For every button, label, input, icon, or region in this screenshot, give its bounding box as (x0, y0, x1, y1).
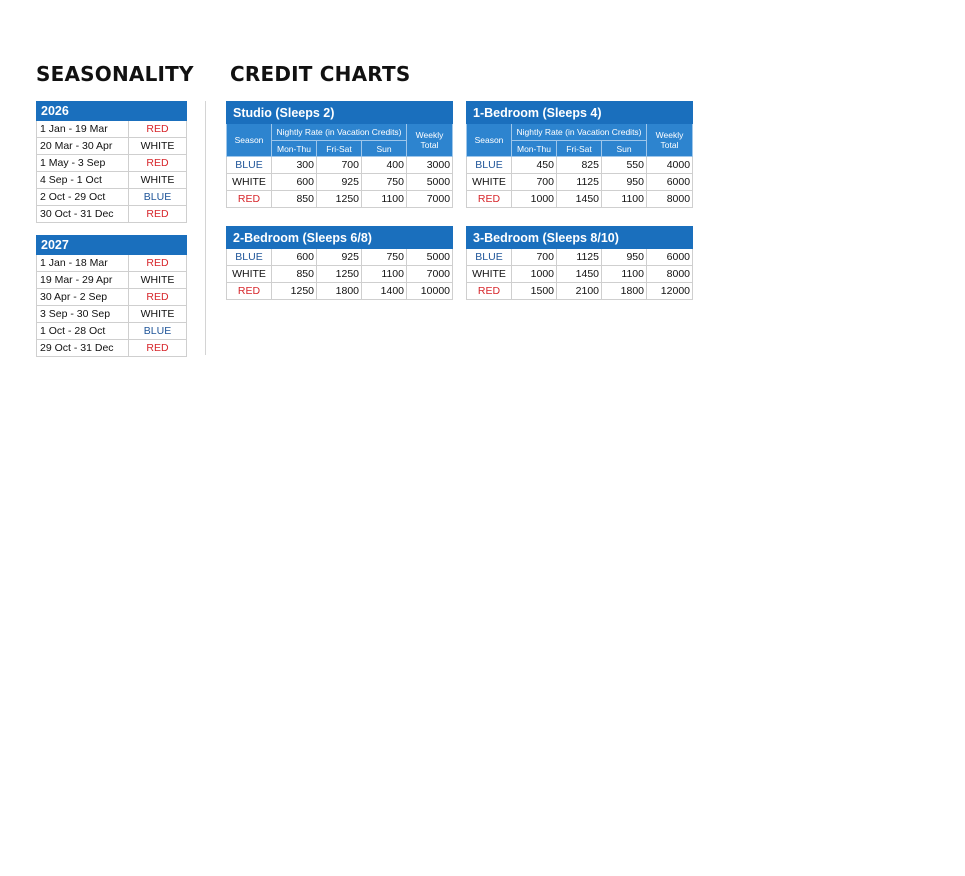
season-label: WHITE (467, 174, 512, 191)
season-row (37, 340, 187, 357)
mon-thu-value: 700 (512, 249, 557, 266)
season-row (37, 155, 187, 172)
sun-value: 1100 (362, 266, 407, 283)
date-range: 4 Sep - 1 Oct (37, 172, 129, 189)
rate-row (227, 157, 453, 174)
season-label: RED (129, 155, 187, 172)
sun-value: 1800 (602, 283, 647, 300)
weekly-total-value: 8000 (647, 191, 693, 208)
credit-table-1-bedroom (466, 101, 693, 208)
date-range: 19 Mar - 29 Apr (37, 272, 129, 289)
weekly-total-value: 5000 (407, 174, 453, 191)
season-label: RED (467, 283, 512, 300)
season-label: BLUE (129, 189, 187, 206)
sun-header: Sun (362, 141, 407, 157)
season-label: WHITE (129, 172, 187, 189)
credit-table-studio (226, 101, 453, 208)
rate-row (227, 249, 453, 266)
fri-sat-value: 1250 (317, 266, 362, 283)
mon-thu-value: 1250 (272, 283, 317, 300)
credit-table-2-bedroom (226, 226, 453, 300)
fri-sat-value: 1450 (557, 191, 602, 208)
fri-sat-value: 2100 (557, 283, 602, 300)
mon-thu-header: Mon-Thu (512, 141, 557, 157)
fri-sat-value: 700 (317, 157, 362, 174)
season-label: WHITE (227, 266, 272, 283)
sun-value: 750 (362, 249, 407, 266)
season-row (37, 206, 187, 223)
season-label: RED (129, 121, 187, 138)
rate-row (227, 191, 453, 208)
date-range: 30 Apr - 2 Sep (37, 289, 129, 306)
fri-sat-value: 1250 (317, 191, 362, 208)
weekly-total-value: 4000 (647, 157, 693, 174)
season-label: WHITE (227, 174, 272, 191)
rate-row (227, 266, 453, 283)
date-range: 3 Sep - 30 Sep (37, 306, 129, 323)
year-header: 2026 (37, 102, 187, 121)
seasonality-table-2026 (36, 101, 187, 223)
seasonality-table-2027 (36, 235, 187, 357)
season-row (37, 306, 187, 323)
sun-value: 1100 (362, 191, 407, 208)
season-label: BLUE (467, 249, 512, 266)
weekly-total-value: 6000 (647, 174, 693, 191)
sun-value: 1400 (362, 283, 407, 300)
season-label: RED (227, 283, 272, 300)
rate-row (227, 283, 453, 300)
rate-row (467, 266, 693, 283)
fri-sat-value: 1125 (557, 249, 602, 266)
nightly-rate-header: Nightly Rate (in Vacation Credits) (512, 124, 647, 141)
season-label: RED (129, 289, 187, 306)
rate-row (467, 249, 693, 266)
season-row (37, 255, 187, 272)
fri-sat-header: Fri-Sat (557, 141, 602, 157)
mon-thu-value: 700 (512, 174, 557, 191)
season-label: WHITE (129, 306, 187, 323)
mon-thu-value: 1000 (512, 266, 557, 283)
season-row (37, 289, 187, 306)
nightly-rate-header: Nightly Rate (in Vacation Credits) (272, 124, 407, 141)
mon-thu-value: 450 (512, 157, 557, 174)
unit-title: Studio (Sleeps 2) (227, 102, 453, 124)
season-column-header: Season (467, 124, 512, 157)
sun-value: 950 (602, 249, 647, 266)
weekly-total-value: 6000 (647, 249, 693, 266)
fri-sat-value: 825 (557, 157, 602, 174)
fri-sat-header: Fri-Sat (317, 141, 362, 157)
mon-thu-header: Mon-Thu (272, 141, 317, 157)
season-label: WHITE (467, 266, 512, 283)
sun-value: 950 (602, 174, 647, 191)
unit-title: 2-Bedroom (Sleeps 6/8) (227, 227, 453, 249)
sun-value: 400 (362, 157, 407, 174)
season-label: BLUE (227, 249, 272, 266)
date-range: 1 Oct - 28 Oct (37, 323, 129, 340)
weekly-total-value: 3000 (407, 157, 453, 174)
mon-thu-value: 1000 (512, 191, 557, 208)
date-range: 1 Jan - 19 Mar (37, 121, 129, 138)
season-label: RED (129, 255, 187, 272)
season-row (37, 323, 187, 340)
mon-thu-value: 600 (272, 249, 317, 266)
sun-value: 1100 (602, 266, 647, 283)
season-label: RED (129, 340, 187, 357)
fri-sat-value: 925 (317, 249, 362, 266)
season-label: RED (467, 191, 512, 208)
mon-thu-value: 850 (272, 191, 317, 208)
date-range: 29 Oct - 31 Dec (37, 340, 129, 357)
sun-header: Sun (602, 141, 647, 157)
season-row (37, 272, 187, 289)
season-column-header: Season (227, 124, 272, 157)
seasonality-heading: SEASONALITY (36, 62, 194, 86)
unit-title: 3-Bedroom (Sleeps 8/10) (467, 227, 693, 249)
weekly-total-value: 7000 (407, 191, 453, 208)
credit-table-3-bedroom (466, 226, 693, 300)
date-range: 20 Mar - 30 Apr (37, 138, 129, 155)
unit-title: 1-Bedroom (Sleeps 4) (467, 102, 693, 124)
weekly-total-header: Weekly Total (647, 124, 693, 157)
rate-row (467, 283, 693, 300)
season-label: BLUE (227, 157, 272, 174)
season-row (37, 121, 187, 138)
sun-value: 750 (362, 174, 407, 191)
sun-value: 550 (602, 157, 647, 174)
rate-row (227, 174, 453, 191)
season-label: WHITE (129, 272, 187, 289)
weekly-total-value: 8000 (647, 266, 693, 283)
season-label: BLUE (467, 157, 512, 174)
date-range: 2 Oct - 29 Oct (37, 189, 129, 206)
date-range: 30 Oct - 31 Dec (37, 206, 129, 223)
season-label: BLUE (129, 323, 187, 340)
fri-sat-value: 1800 (317, 283, 362, 300)
mon-thu-value: 300 (272, 157, 317, 174)
season-label: RED (129, 206, 187, 223)
fri-sat-value: 1125 (557, 174, 602, 191)
date-range: 1 May - 3 Sep (37, 155, 129, 172)
fri-sat-value: 925 (317, 174, 362, 191)
mon-thu-value: 600 (272, 174, 317, 191)
mon-thu-value: 850 (272, 266, 317, 283)
rate-row (467, 157, 693, 174)
rate-row (467, 174, 693, 191)
weekly-total-value: 7000 (407, 266, 453, 283)
season-row (37, 172, 187, 189)
sun-value: 1100 (602, 191, 647, 208)
rate-row (467, 191, 693, 208)
mon-thu-value: 1500 (512, 283, 557, 300)
date-range: 1 Jan - 18 Mar (37, 255, 129, 272)
section-divider (205, 101, 206, 355)
fri-sat-value: 1450 (557, 266, 602, 283)
weekly-total-value: 5000 (407, 249, 453, 266)
season-label: RED (227, 191, 272, 208)
weekly-total-value: 10000 (407, 283, 453, 300)
season-row (37, 189, 187, 206)
season-row (37, 138, 187, 155)
weekly-total-value: 12000 (647, 283, 693, 300)
year-header: 2027 (37, 236, 187, 255)
weekly-total-header: Weekly Total (407, 124, 453, 157)
credit-charts-heading: CREDIT CHARTS (230, 62, 411, 86)
season-label: WHITE (129, 138, 187, 155)
